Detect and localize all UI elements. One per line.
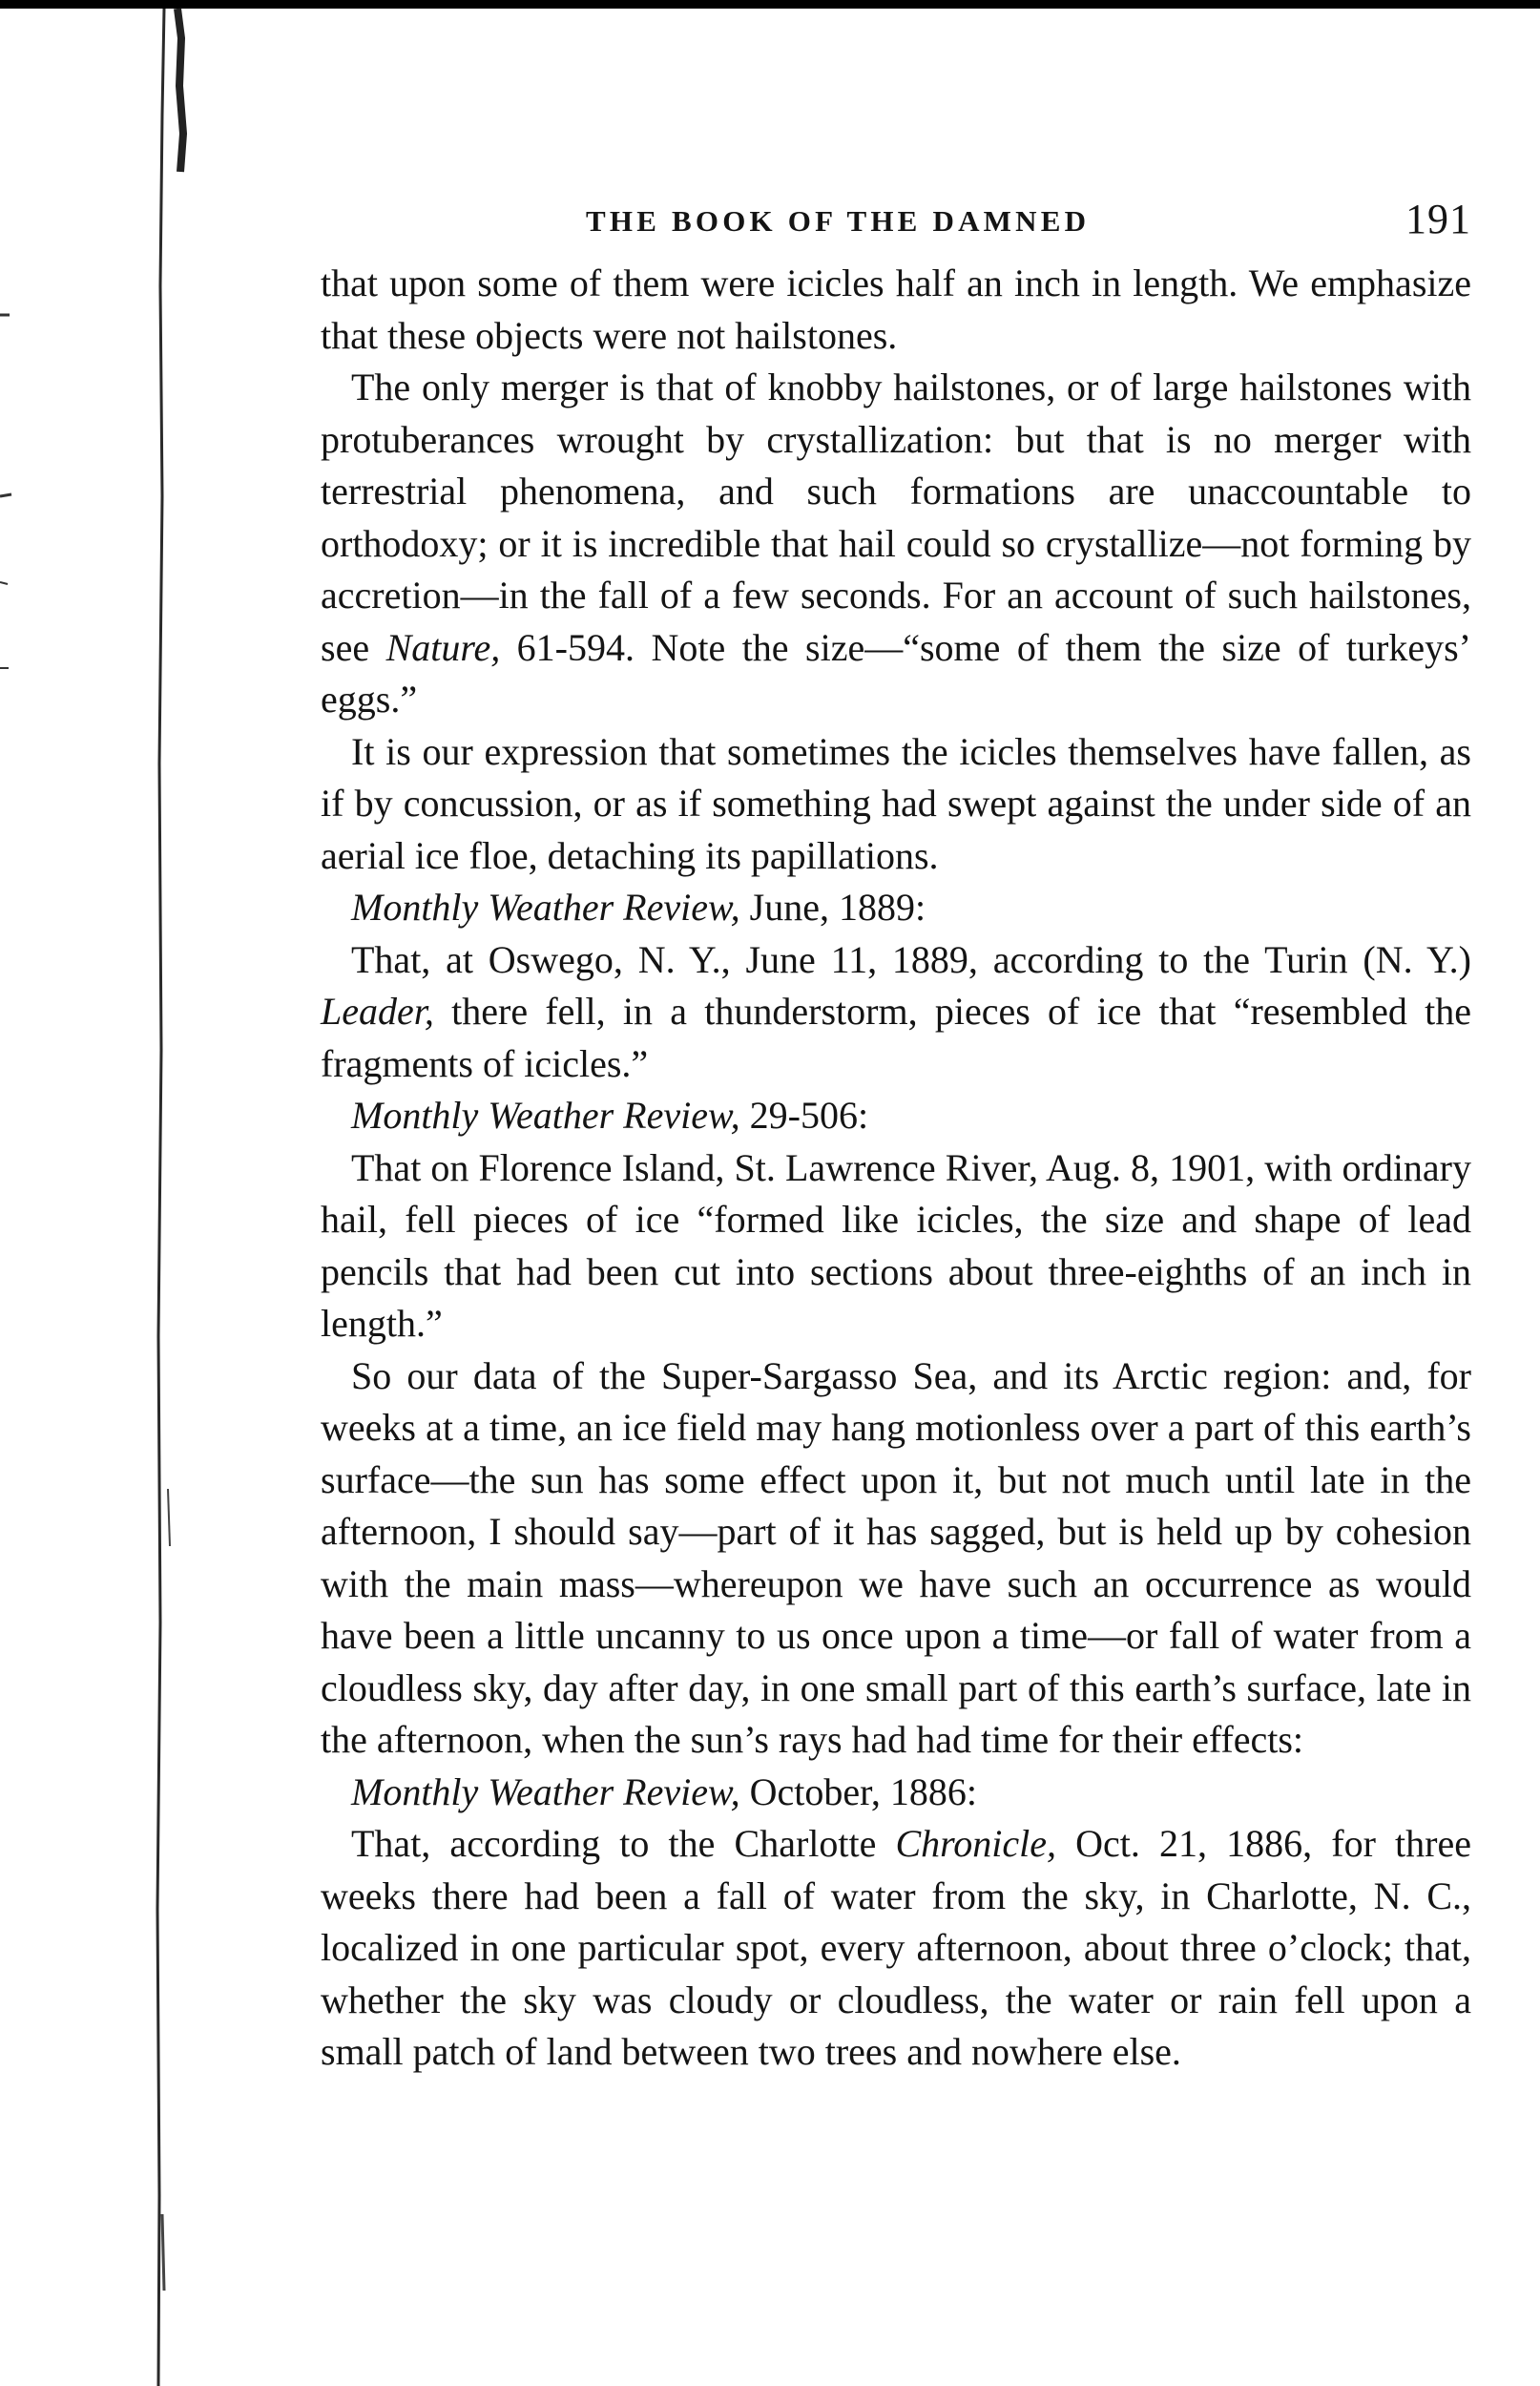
source-title: Monthly Weather Review, [351, 1769, 740, 1813]
paragraph-text: That, at Oswego, N. Y., June 11, 1889, according to the Turin (N. Y.) [351, 937, 1471, 981]
paragraph-text: So our data of the Super-Sargasso Sea, and its Arctic region: and, for weeks at a time, an ice field may hang motionless over a part of this earth’s surface—the sun has some effect upon it, but not much until late in the afternoon, I should say—part of it has sagged, but is held up by cohesion with the main mass—whereupon we have such an occurrence as would have been a little uncanny to us once upon a time—or fall of water from a cloudless sky, day after day, in one small part of this earth’s surface, late in the afternoon, when the sun’s rays had had time for their effects: [321, 1353, 1471, 1761]
source-title: Monthly Weather Review, [351, 886, 740, 929]
paragraph [321, 1142, 1471, 1350]
paragraph [321, 934, 1471, 1091]
page-spine-edge [0, 0, 204, 2386]
running-head: THE BOOK OF THE DAMNED [586, 204, 1091, 238]
paragraph [321, 258, 1471, 362]
source-citation [321, 882, 1471, 934]
source-title: Monthly Weather Review, [351, 1094, 740, 1137]
body-text [321, 258, 1471, 2079]
paragraph-text: That on Florence Island, St. Lawrence River, Aug. 8, 1901, with ordinary hail, fell pieces of ice “formed like icicles, the size and shape of lead pencils that had been cut into sections about three-eighths of an inch in length.” [321, 1145, 1471, 1345]
source-detail: 29-506: [739, 1094, 869, 1137]
paragraph-text: Oct. 21, 1886, for three weeks there had been a fall of water from the sky, in Charlotte, N. C., localized in one particular spot, every afternoon, about three o’clock; that, whether the sky was cloudy or cloudless, the water or rain fell upon a small patch of land between two trees and nowhere else. [321, 1822, 1471, 2073]
paragraph [321, 1818, 1471, 2079]
paragraph-text: that upon some of them were icicles half an inch in length. We emphasize that these objects were not hailstones. [321, 262, 1471, 357]
journal-title: Nature, [385, 625, 501, 669]
page-header [321, 191, 1471, 258]
paragraph [321, 726, 1471, 883]
paragraph-text: That, according to the Charlotte [351, 1822, 896, 1865]
source-detail: October, 1886: [739, 1769, 977, 1813]
top-scan-edge [0, 0, 1540, 9]
paragraph-text: The only merger is that of knobby hailstones, or of large hailstones with protuberances wrought by crystallization: but that is no merger with terrestrial phenomena, and such formations are unaccountable to orthodoxy; or it is incredible that hail could so crystallize—not forming by accretion—in the fall of a few seconds. For an account of such hailstones, see [321, 366, 1471, 669]
source-citation [321, 1767, 1471, 1819]
page-number: 191 [1405, 196, 1471, 242]
source-detail: June, 1889: [739, 886, 926, 929]
newspaper-title: Chronicle, [895, 1822, 1056, 1865]
source-citation [321, 1090, 1471, 1142]
paragraph-text: there fell, in a thunderstorm, pieces of ice that “resembled the fragments of icicles.” [321, 990, 1471, 1085]
paragraph-text: It is our expression that sometimes the icicles themselves have fallen, as if by concussion, or as if something had swept against the under side of an aerial ice floe, detaching its papillations. [321, 729, 1471, 877]
paragraph [321, 1350, 1471, 1767]
paragraph [321, 362, 1471, 726]
newspaper-title: Leader, [321, 990, 434, 1033]
book-page [321, 191, 1471, 2079]
paragraph-text: 61-594. Note the size—“some of them the size of turkeys’ eggs.” [321, 625, 1471, 721]
